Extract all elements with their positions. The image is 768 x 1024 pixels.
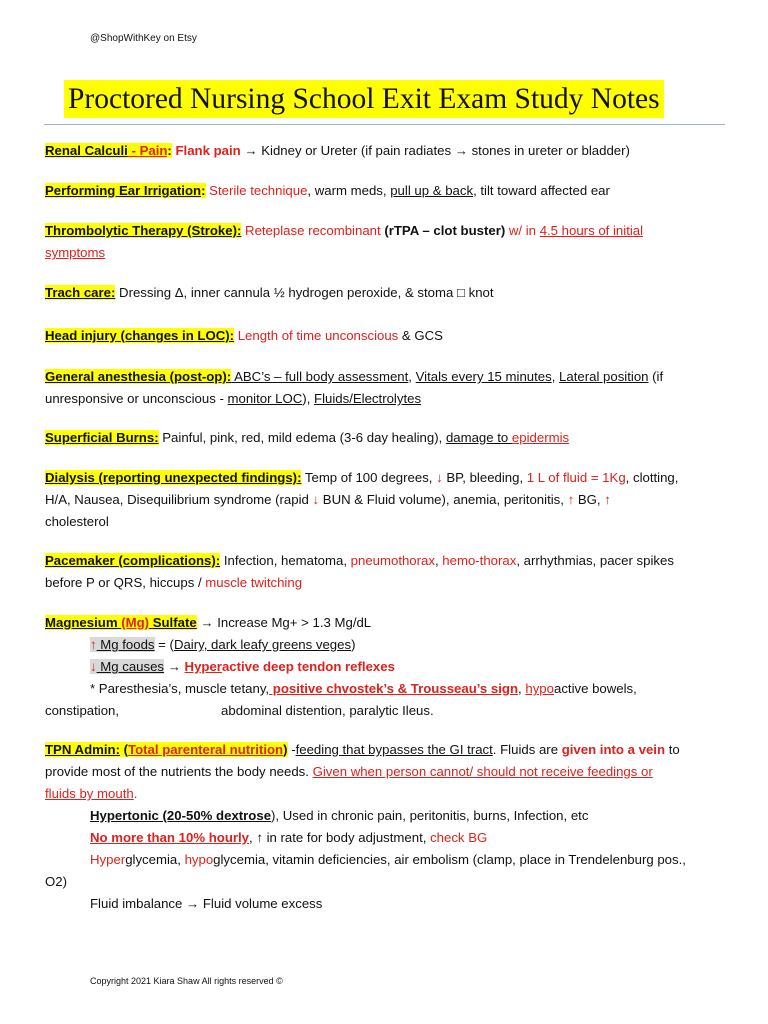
dash: - bbox=[287, 742, 296, 757]
tpn-text-6: glycemia, bbox=[125, 852, 185, 867]
tpn-text-5: , ↑ in rate for body adjustment, bbox=[249, 830, 431, 845]
tpn-text-3: provide most of the nutrients the body needs. bbox=[45, 764, 313, 779]
fluids-electrolytes: Fluids/Electrolytes bbox=[314, 391, 422, 406]
hours-window: 4.5 hours of initial bbox=[539, 223, 644, 238]
flank-pain: Flank pain bbox=[175, 143, 241, 158]
tpn-text-1: . Fluids are bbox=[492, 742, 562, 757]
ear-text-2: , tilt toward affected ear bbox=[473, 183, 610, 198]
note-anesthesia bbox=[45, 366, 663, 410]
copyright-footer: Copyright 2021 Kiara Shaw All rights reserved © bbox=[90, 976, 283, 986]
note-thrombolytic bbox=[45, 220, 643, 264]
tpn-text-4: ), Used in chronic pain, peritonitis, burns, Infection, etc bbox=[271, 808, 589, 823]
dialysis-text-4: H/A, Nausea, Disequilibrium syndrome (rapid bbox=[45, 492, 313, 507]
dairy: Dairy, dark leafy greens veges bbox=[173, 637, 352, 652]
down-arrow-icon: ↓ bbox=[436, 470, 443, 485]
magnesium-text-6: constipation, bbox=[45, 703, 120, 718]
magnesium-text-4: * Paresthesia’s, muscle tetany, bbox=[90, 681, 270, 696]
label-head: Head injury (changes in LOC): bbox=[45, 328, 235, 343]
length-unconscious: Length of time unconscious bbox=[234, 328, 399, 343]
dot: . bbox=[133, 786, 138, 801]
label-renal: Renal Calculi bbox=[45, 143, 128, 158]
label-trach: Trach care: bbox=[45, 285, 116, 300]
up-arrow-icon: ↑ bbox=[604, 492, 611, 507]
comma: , bbox=[434, 553, 443, 568]
note-pacemaker bbox=[45, 550, 674, 594]
dialysis-text-5: BUN & Fluid volume), anemia, peritonitis, bbox=[319, 492, 568, 507]
label-sulfate: Sulfate bbox=[149, 615, 197, 630]
tpn-line-6 bbox=[45, 849, 725, 871]
gcs: & GCS bbox=[398, 328, 443, 343]
note-ear-irrigation bbox=[45, 180, 610, 202]
tpn-text-8: O2) bbox=[45, 874, 67, 889]
tpn-text-2: to bbox=[665, 742, 680, 757]
trach-text: Dressing Δ, inner cannula ½ hydrogen peroxide, & stoma □ knot bbox=[115, 285, 494, 300]
label-pacemaker: Pacemaker (complications): bbox=[45, 553, 221, 568]
note-head-injury bbox=[45, 325, 443, 347]
magnesium-text-2: = ( bbox=[154, 637, 174, 652]
pacemaker-text-2: , arrhythmias, pacer spikes bbox=[516, 553, 674, 568]
paren-open: ( bbox=[119, 742, 129, 757]
given-when: Given when person cannot/ should not receive feedings or bbox=[312, 764, 653, 779]
label-anesthesia: General anesthesia (post-op): bbox=[45, 369, 232, 384]
magnesium-text-3: ) bbox=[351, 637, 356, 652]
pull-up-back: pull up & back bbox=[390, 183, 474, 198]
magnesium-text-1: → Increase Mg+ > 1.3 Mg/dL bbox=[196, 615, 372, 630]
label-magnesium: Magnesium bbox=[45, 615, 122, 630]
hypo-glycemia: hypo bbox=[184, 852, 214, 867]
label-mg: (Mg) bbox=[121, 615, 150, 630]
label-tpn: TPN Admin: bbox=[45, 742, 120, 757]
down-arrow-icon: ↓ bbox=[90, 659, 97, 674]
active-reflexes: active deep tendon reflexes bbox=[221, 659, 395, 674]
damage-to: damage to bbox=[445, 430, 512, 445]
within: w/ in bbox=[505, 223, 540, 238]
hyper-glycemia: Hyper bbox=[90, 852, 126, 867]
anesthesia-text-2: unresponsive or unconscious - bbox=[45, 391, 228, 406]
reteplase: Reteplase recombinant bbox=[241, 223, 385, 238]
lateral-position: Lateral position bbox=[559, 369, 649, 384]
label-burns: Superficial Burns: bbox=[45, 430, 159, 445]
dialysis-text-7: cholesterol bbox=[45, 514, 109, 529]
symptoms: symptoms bbox=[45, 245, 106, 260]
label-ear: Performing Ear Irrigation bbox=[45, 183, 202, 198]
magnesium-line-2 bbox=[45, 634, 725, 656]
sterile-technique: Sterile technique bbox=[205, 183, 308, 198]
tpn-line-3 bbox=[45, 783, 725, 805]
epidermis: epidermis bbox=[511, 430, 570, 445]
magnesium-line-5 bbox=[45, 700, 725, 722]
title-wrap bbox=[64, 80, 704, 118]
dialysis-text-6: BG, bbox=[574, 492, 605, 507]
chvostek-sign: positive chvostek’s & Trousseau’s sign bbox=[269, 681, 519, 696]
pacemaker-text-1: Infection, hematoma, bbox=[220, 553, 351, 568]
anesthesia-text-3: ), bbox=[302, 391, 315, 406]
no-more-than: No more than 10% hourly bbox=[90, 830, 250, 845]
hypertonic: Hypertonic (20-50% dextrose bbox=[90, 808, 272, 823]
tpn-line-8 bbox=[45, 893, 725, 915]
magnesium-text-5: active bowels, bbox=[553, 681, 637, 696]
muscle-twitching: muscle twitching bbox=[205, 575, 303, 590]
note-magnesium bbox=[45, 612, 725, 722]
tpn-line-4 bbox=[45, 805, 725, 827]
magnesium-line-3 bbox=[45, 656, 725, 678]
label-ear-colon: : bbox=[201, 183, 206, 198]
comma: , bbox=[551, 369, 560, 384]
comma: , bbox=[518, 681, 526, 696]
burns-text: Painful, pink, red, mild edema (3-6 day healing), bbox=[158, 430, 446, 445]
tpn-text-9: Fluid imbalance → Fluid volume excess bbox=[90, 896, 323, 911]
tpn-line-1 bbox=[45, 739, 725, 761]
ear-text-1: , warm meds, bbox=[307, 183, 391, 198]
up-arrow-icon: ↑ bbox=[90, 637, 97, 652]
label-renal-sep: - bbox=[127, 143, 140, 158]
title-divider bbox=[44, 124, 725, 125]
fluids-by-mouth: fluids by mouth bbox=[45, 786, 134, 801]
renal-text: → Kidney or Ureter (if pain radiates → stones in ureter or bladder) bbox=[240, 143, 630, 158]
rtpa: (rTPA – clot buster) bbox=[384, 223, 506, 238]
label-thrombo: Thrombolytic Therapy (Stroke): bbox=[45, 223, 242, 238]
note-dialysis bbox=[45, 467, 678, 533]
tpn-line-7 bbox=[45, 871, 725, 893]
monitor-loc: monitor LOC bbox=[227, 391, 303, 406]
abc-assessment: ABC’s – full body assessment bbox=[231, 369, 409, 384]
note-trach-care bbox=[45, 282, 494, 304]
header-note: @ShopWithKey on Etsy bbox=[90, 33, 197, 44]
vitals: Vitals every 15 minutes bbox=[415, 369, 552, 384]
note-burns bbox=[45, 427, 569, 449]
dialysis-text-2: BP, bleeding, bbox=[442, 470, 527, 485]
tpn-text-7: glycemia, vitamin deficiencies, air embolism (clamp, place in Trendelenburg pos., bbox=[213, 852, 686, 867]
page-title: Proctored Nursing School Exit Exam Study Notes bbox=[64, 80, 664, 118]
tpn-line-5 bbox=[45, 827, 725, 849]
into-vein: given into a vein bbox=[561, 742, 666, 757]
hypo: hypo bbox=[525, 681, 554, 696]
check-bg: check BG bbox=[430, 830, 488, 845]
total-parenteral: Total parenteral nutrition bbox=[128, 742, 284, 757]
arrow-icon: → bbox=[164, 659, 185, 674]
magnesium-line-1 bbox=[45, 612, 725, 634]
down-arrow-icon: ↓ bbox=[312, 492, 320, 507]
hyper: Hyper bbox=[184, 659, 222, 674]
pneumothorax: pneumothorax bbox=[350, 553, 435, 568]
magnesium-text-7: abdominal distention, paralytic Ileus. bbox=[221, 703, 434, 718]
hemothorax: hemo-thorax bbox=[442, 553, 517, 568]
feeding-bypass: feeding that bypasses the GI tract bbox=[295, 742, 493, 757]
dialysis-text-3: , clotting, bbox=[625, 470, 679, 485]
label-dialysis: Dialysis (reporting unexpected findings): bbox=[45, 470, 302, 485]
comma: , bbox=[408, 369, 416, 384]
note-tpn bbox=[45, 739, 725, 915]
fluid-weight: 1 L of fluid = 1Kg bbox=[526, 470, 626, 485]
magnesium-line-4 bbox=[45, 678, 725, 700]
label-renal-colon: : bbox=[167, 143, 172, 158]
paren-close: ) bbox=[283, 742, 288, 757]
dialysis-text-1: Temp of 100 degrees, bbox=[301, 470, 437, 485]
mg-foods: Mg foods bbox=[96, 637, 155, 652]
tpn-line-2 bbox=[45, 761, 725, 783]
note-renal-calculi bbox=[45, 140, 630, 162]
mg-causes: Mg causes bbox=[96, 659, 165, 674]
anesthesia-text-1: (if bbox=[648, 369, 664, 384]
pacemaker-text-3: before P or QRS, hiccups / bbox=[45, 575, 206, 590]
up-arrow-icon: ↑ bbox=[567, 492, 575, 507]
label-renal-pain: Pain bbox=[139, 143, 168, 158]
